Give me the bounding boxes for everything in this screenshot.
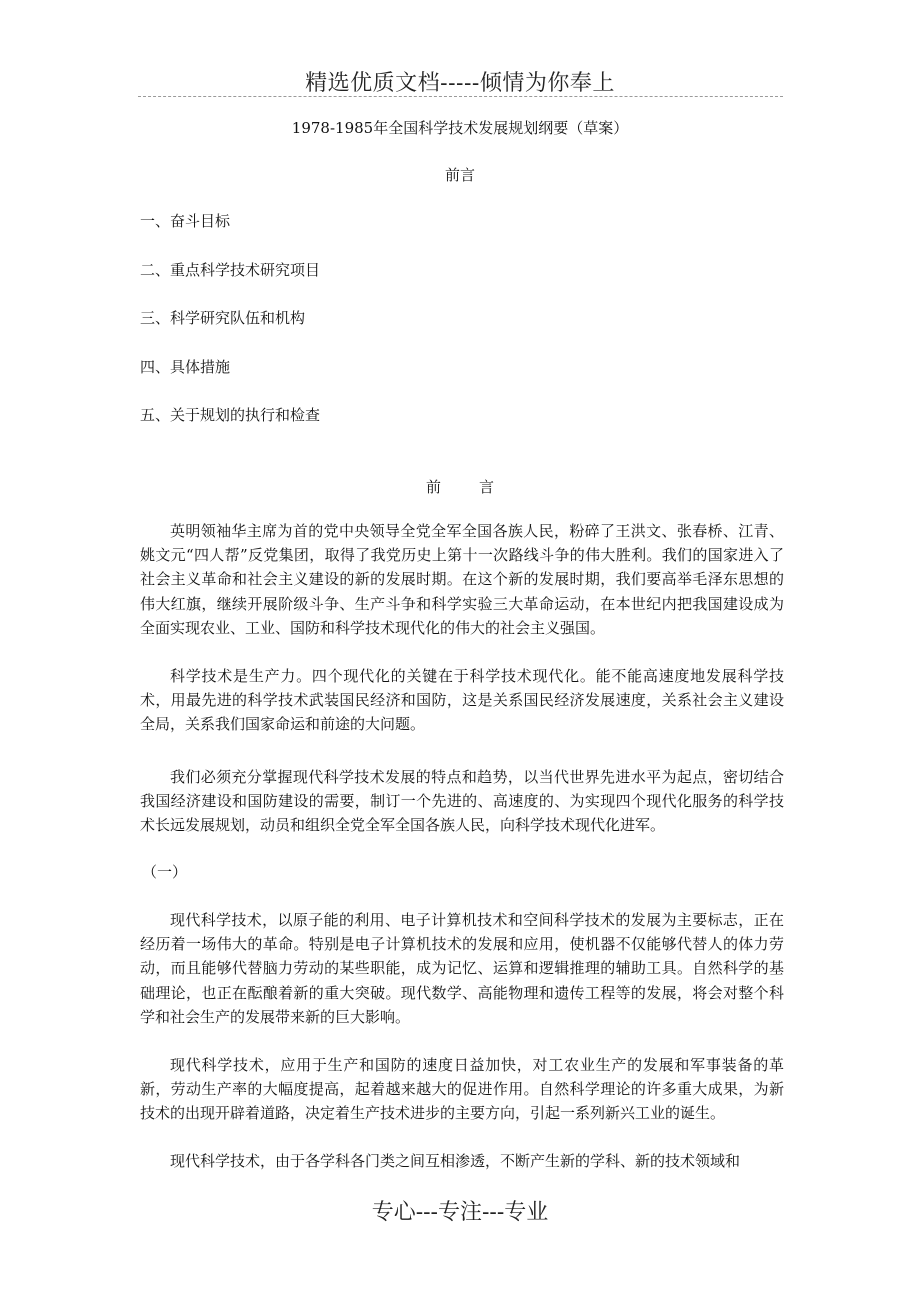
header-divider: [138, 96, 783, 97]
section-one-body: [140, 1053, 784, 1126]
preface-body: [140, 519, 784, 640]
paragraph: 英明领袖华主席为首的党中央领导全党全军全国各族人民，粉碎了王洪文、张春桥、江青、姚文元“四人帮”反党集团，取得了我党历史上第十一次路线斗争的伟大胜利。我们的国家进入了社会主义革命和社会主义建设的新的发展时期。在这个新的发展时期，我们要高举毛泽东思想的伟大红旗，继续开展阶级斗争、生产斗争和科学实验三大革命运动，在本世纪内把我国建设成为全面实现农业、工业、国防和科学技术现代化的伟大的社会主义强国。: [140, 522, 784, 637]
toc-item: 一、奋斗目标: [140, 212, 231, 230]
subsection-label-wrap: [140, 861, 784, 882]
preface-body: [140, 664, 784, 737]
section-heading-char: 前: [425, 478, 441, 496]
toc-item: 三、科学研究队伍和机构: [140, 309, 306, 327]
toc-item: 四、具体措施: [140, 357, 231, 376]
section-one-body: [140, 1149, 784, 1173]
table-of-contents: [140, 211, 320, 454]
paragraph: 现代科学技术，应用于生产和国防的速度日益加快，对工农业生产的发展和军事装备的革新，劳动生产率的大幅度提高，起着越来越大的促进作用。自然科学理论的许多重大成果，为新技术的出现开辟着道路，决定着生产技术进步的主要方向，引起一系列新兴工业的诞生。: [140, 1056, 784, 1123]
paragraph: 我们必须充分掌握现代科学技术发展的特点和趋势，以当代世界先进水平为起点，密切结合我国经济建设和国防建设的需要，制订一个先进的、高速度的、为实现四个现代化服务的科学技术长远发展规划，动员和组织全党全军全国各族人民，向科学技术现代化进军。: [140, 768, 784, 835]
page-header: 精选优质文档-----倾情为你奉上: [305, 71, 615, 96]
paragraph: 现代科学技术，以原子能的利用、电子计算机技术和空间科学技术的发展为主要标志，正在经历着一场伟大的革命。特别是电子计算机技术的发展和应用，使机器不仅能够代替人的体力劳动，而且能够代替脑力劳动的某些职能，成为记忆、运算和逻辑推理的辅助工具。自然科学的基础理论，也正在酝酿着新的重大突破。现代数学、高能物理和遗传工程等的发展，将会对整个科学和社会生产的发展带来新的巨大影响。: [140, 911, 784, 1026]
toc-item: 五、关于规划的执行和检查: [140, 406, 321, 424]
paragraph: 现代科学技术，由于各学科各门类之间互相渗透，不断产生新的学科、新的技术领域和: [170, 1152, 741, 1170]
paragraph: 科学技术是生产力。四个现代化的关键在于科学技术现代化。能不能高速度地发展科学技术，用最先进的科学技术武装国民经济和国防，这是关系国民经济发展速度，关系社会主义建设全局，关系我们国家命运和前途的大问题。: [140, 667, 784, 734]
preface-body: [140, 765, 784, 838]
page-footer: 专心---专注---专业: [371, 1200, 549, 1225]
section-one-body: [140, 908, 784, 1029]
toc-heading: 前言: [444, 166, 475, 184]
section-heading-preface: [0, 476, 920, 497]
section-heading-char: 言: [479, 478, 495, 496]
document-title: 1978-1985年全国科学技术发展规划纲要（草案）: [291, 119, 629, 137]
toc-item: 二、重点科学技术研究项目: [140, 260, 321, 279]
subsection-label: （一）: [142, 863, 188, 881]
